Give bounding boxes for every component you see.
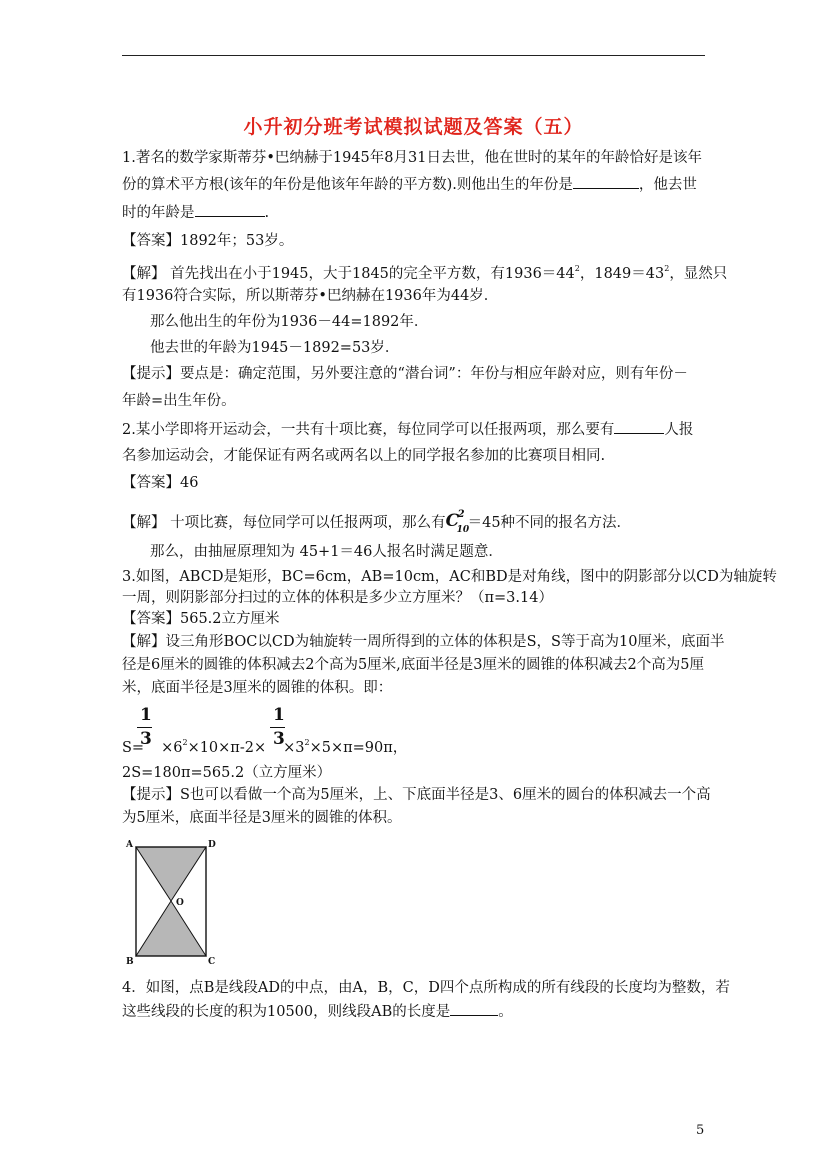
q1-line-2-tail: ，他去世 [638,177,697,193]
q3-answer: 【答案】565.2立方厘米 [122,611,280,627]
label-d: D [208,840,216,850]
fraction-2-bar [270,727,285,728]
fraction-1-denominator: 3 [140,729,152,749]
q1-tip-line-2: 年龄=出生年份。 [122,393,236,409]
q2-line-2: 名参加运动会，才能保证有两名或两名以上的同学报名参加的比赛项目相同. [122,448,606,464]
q4-line-2 [122,1001,513,1022]
q2-line-1 [122,419,693,440]
q1-solution-line-3: 那么他出生的年份为1936－44=1892年． [150,314,429,330]
rectangle-figure [118,836,228,968]
label-a: A [126,840,133,850]
q2-answer: 【答案】46 [122,475,199,491]
shaded-triangle-bottom [136,901,206,956]
q1-exp-1: 2 [574,264,580,273]
q3-tip-line-2: 为5厘米，底面半径是3厘米的圆锥的体积。 [122,810,402,826]
q1-sol-b: ，1849＝43 [579,266,665,282]
page-number: 5 [696,1123,705,1138]
q3-solution-line-2: 径是6厘米的圆锥的体积减去2个高为5厘米,底面半径是3厘米的圆锥的体积减去2个高为5厘 [122,657,704,673]
eq-exp-2: 2 [304,738,310,747]
fraction-2-numerator: 1 [273,705,285,725]
eq-b: ×6 [161,740,183,756]
q3-solution-line-3: 米，底面半径是3厘米的圆锥的体积。即： [122,680,393,696]
q1-line-1: 1.著名的数学家斯蒂芬•巴纳赫于1945年8月31日去世，他在世时的某年的年龄恰好是该年 [122,150,702,166]
q1-sol-a: 【解】 首先找出在小于1945，大于1845的完全平方数，有1936＝44 [122,266,575,282]
eq-e: ×5×π=90π， [309,740,408,756]
q3-tip-line-1: 【提示】S也可以看做一个高为5厘米，上、下底面半径是3、6厘米的圆台的体积减去一个高 [122,787,711,803]
q2-sol-b: ＝45种不同的报名方法． [467,515,632,531]
fraction-1-numerator: 1 [140,705,152,725]
eq-a: S= [122,740,145,756]
q2-sol-a: 【解】 十项比赛，每位同学可以任报两项，那么有 [122,515,446,531]
q1-solution-line-1 [122,259,727,284]
q2-answer-blank [614,419,664,434]
q1-sol-c: ，显然只 [669,266,728,282]
page-title: 小升初分班考试模拟试题及答案（五） [243,116,584,138]
fraction-2-denominator: 3 [273,729,285,749]
header-rule [122,55,705,56]
q1-answer-blank-2 [195,202,265,217]
q3-equation-2: 2S=180π=565.2（立方厘米） [122,765,332,781]
fraction-1-bar [137,727,152,728]
eq-exp-1: 2 [182,738,188,747]
q1-answer-blank-1 [573,174,639,189]
q2-solution-line-2: 那么，由抽屉原理知为 45+1＝46人报名时满足题意． [150,544,503,560]
q1-exp-2: 2 [664,264,670,273]
label-c: C [208,957,216,967]
comb-top: 2 [457,509,465,520]
q3-line-1: 3.如图，ABCD是矩形，BC=6cm，AB=10cm，AC和BD是对角线，图中的阴影部分以CD为轴旋转 [122,569,777,585]
q1-line-3 [122,202,269,223]
q2-line-1-tail: 人报 [664,422,694,438]
comb-c: C [445,511,460,531]
q1-answer: 【答案】1892年；53岁。 [122,233,294,249]
q1-line-3-text: 时的年龄是 [122,205,195,221]
label-b: B [126,957,134,967]
q2-line-1-text: 2.某小学即将开运动会，一共有十项比赛，每位同学可以任报两项，那么要有 [122,422,615,438]
q4-answer-blank [450,1001,498,1016]
q3-line-2: 一周，则阴影部分扫过的立体的体积是多少立方厘米？（π=3.14） [122,590,553,606]
q2-solution-line-1 [122,510,631,533]
comb-bottom: 10 [456,525,470,535]
combination-symbol [445,509,470,535]
q3-solution-line-1: 【解】设三角形BOC以CD为轴旋转一周所得到的立体的体积是S，S等于高为10厘米，底面半 [122,634,725,650]
q1-solution-line-4: 他去世的年龄为1945－1892=53岁． [150,340,400,356]
q4-line-1: 4．如图，点B是线段AD的中点，由A，B，C，D四个点所构成的所有线段的长度均为整数，若 [122,980,730,996]
shaded-triangle-top [136,847,206,901]
q1-line-3-tail: . [264,205,270,221]
q1-solution-line-2: 有1936符合实际，所以斯蒂芬•巴纳赫在1936年为44岁． [122,288,499,304]
eq-d: ×3 [283,740,305,756]
eq-c: ×10×π-2× [187,740,267,756]
q1-tip-line-1: 【提示】要点是：确定范围，另外要注意的“潜台词”：年份与相应年龄对应，则有年份－ [122,366,688,382]
q4-line-2-text: 这些线段的长度的积为10500，则线段AB的长度是 [122,1004,451,1020]
q1-line-2 [122,174,697,195]
label-o: O [176,898,184,908]
q3-equation-1 [122,733,407,758]
q1-line-2-text: 份的算术平方根(该年的年份是他该年年龄的平方数).则他出生的年份是 [122,177,573,193]
q4-line-2-tail: 。 [498,1004,513,1020]
